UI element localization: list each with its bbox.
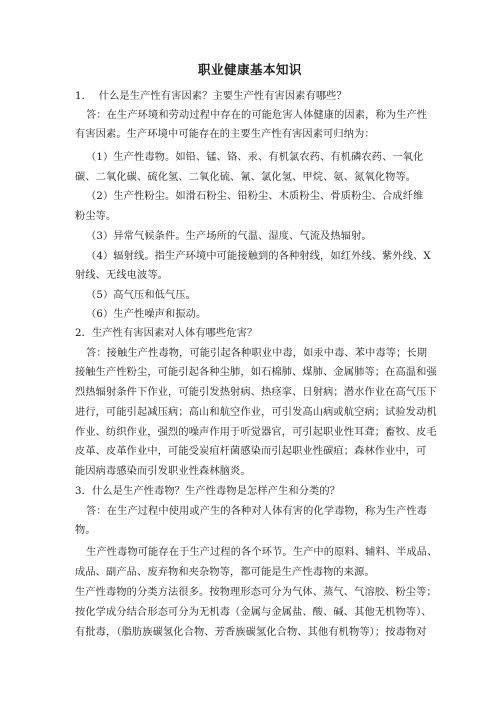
answer-2-line-3: 烈热辐射条件下作业，可能引发热射病、热痉挛、日射病；潜水作业在高气压下 bbox=[75, 387, 437, 398]
answer-2-line-1: 答：接触生产性毒物，可能引起各种职业中毒，如汞中毒、苯中毒等；长期 bbox=[86, 348, 428, 359]
answer-2-line-5: 作业、纺织作业，强烈的噪声作用于听觉器官，可引起职业性耳聋；畜牧、皮毛 bbox=[75, 427, 437, 438]
question-3: 3．什么是生产性毒物？生产性毒物是怎样产生和分类的？ bbox=[75, 486, 341, 497]
answer-1-line-1: 答：在生产环境和劳动过程中存在的可能危害人体健康的因素，称为生产性 bbox=[86, 110, 428, 121]
item-2-line-2: 粉尘等。 bbox=[75, 211, 117, 222]
answer-2-line-7: 能因病毒感染而引发职业性森林脑炎。 bbox=[75, 466, 251, 477]
item-5: （5）高气压和低气压。 bbox=[86, 290, 197, 301]
answer-3-line-2: 物。 bbox=[75, 525, 96, 536]
document-title: 职业健康基本知识 bbox=[197, 62, 302, 77]
answer-2-line-4: 进行，可能引起减压病；高山和航空作业，可引发高山病或航空病；试验发动机 bbox=[75, 407, 437, 418]
paragraph-sources-line-2: 成品、副产品、废弃物和夹杂物等，都可能是生产性毒物的来源。 bbox=[75, 567, 375, 578]
item-3: （3）异常气候条件。生产场所的气温、湿度、气流及热辐射。 bbox=[86, 231, 372, 242]
item-1-line-1: （1）生产性毒物。如铅、锰、铬、汞、有机氯农药、有机磷农药、一氧化 bbox=[86, 152, 424, 163]
answer-3-line-1: 答：在生产过程中使用或产生的各种对人体有害的化学毒物，称为生产性毒 bbox=[86, 506, 428, 517]
answer-1-line-2: 有害因素。生产环境中可能存在的主要生产性有害因素可归纳为： bbox=[75, 129, 375, 140]
answer-2-line-6: 皮革、皮革作业中，可能受炭疽杆菌感染而引起职业性碳疽；森林作业中，可 bbox=[75, 446, 427, 457]
item-2-line-1: （2）生产性粉尘。如滑石粉尘、铅粉尘、木质粉尘、骨质粉尘、合成纤维 bbox=[86, 191, 424, 202]
question-2: 2．生产性有害因素对人体有哪些危害？ bbox=[75, 328, 258, 339]
paragraph-classification-line-2: 按化学成分结合形态可分为无机毒（金属与金属盐、酸、碱、其他无机物等）、 bbox=[75, 607, 432, 618]
question-1: 1. 什么是生产性有害因素？主要生产性有害因素有哪些？ bbox=[75, 91, 347, 102]
item-1-line-2: 碳、二氧化碳、硫化氢、二氧化硫、氰、氯化氢、甲烷、氨、氮氧化物等。 bbox=[75, 172, 417, 183]
answer-2-line-2: 接触生产性粉尘，可能引起各种尘肺，如石棉肺、煤肺、金属肺等；在高温和强 bbox=[75, 367, 437, 378]
paragraph-classification-line-3: 有批毒，（脂肪族碳氢化合物、芳香族碳氢化合物、其他有机物等）；按毒物对 bbox=[75, 627, 427, 638]
item-4-line-1: （4）辐射线。指生产环境中可能接触到的各种射线，如红外线、紫外线、X bbox=[86, 251, 431, 262]
item-6: （6）生产性噪声和振动。 bbox=[86, 309, 207, 320]
paragraph-sources-line-1: 生产性毒物可能存在于生产过程的各个环节。生产中的原料、辅料、半成品、 bbox=[86, 547, 438, 558]
item-4-line-2: 射线、无线电波等。 bbox=[75, 270, 169, 281]
paragraph-classification-line-1: 生产性毒物的分类方法很多。按物理形态可分为气体、蒸气、气溶胶、粉尘等； bbox=[75, 587, 437, 598]
